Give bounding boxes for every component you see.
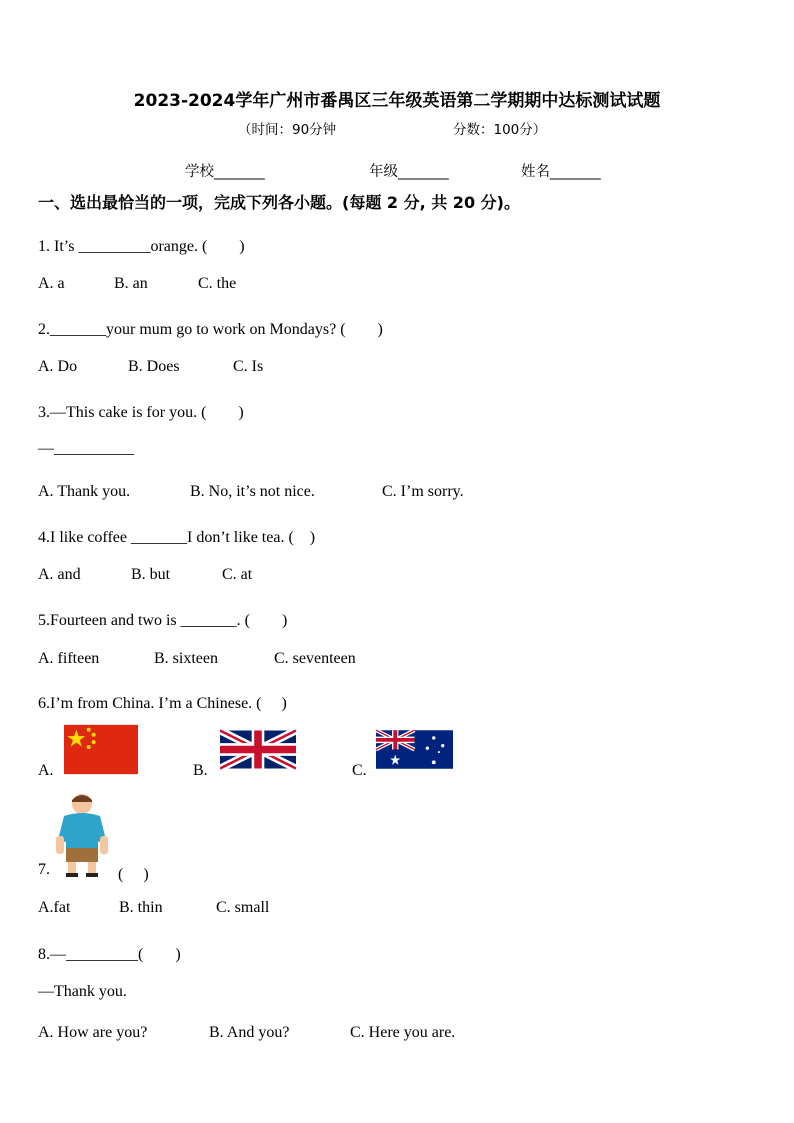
school-field: 学校_______ — [185, 164, 265, 180]
uk-flag-image — [220, 723, 296, 776]
q4-option-a: A. and — [38, 566, 81, 583]
australia-flag-image — [376, 723, 453, 776]
section-heading: 一、选出最恰当的一项，完成下列各小题。(每题 2 分, 共 20 分)。 — [38, 193, 520, 212]
q6-option-a: A. — [38, 762, 54, 779]
q3-option-b: B. No, it’s not nice. — [190, 483, 315, 500]
q4-option-c: C. at — [222, 566, 253, 583]
page-title: 2023-2024学年广州市番禺区三年级英语第二学期期中达标测试试题 — [133, 91, 661, 111]
q1-option-b: B. an — [114, 275, 148, 292]
question-1: 1. It’s _________orange. ( ) — [38, 238, 245, 255]
q1-option-a: A. a — [38, 275, 65, 292]
exam-score: 分数：100分） — [453, 122, 547, 138]
q7-answer-blank: ( ) — [118, 866, 149, 883]
q5-option-c: C. seventeen — [274, 650, 356, 667]
question-5: 5.Fourteen and two is _______. ( ) — [38, 612, 288, 629]
q1-option-c: C. the — [198, 275, 237, 292]
q3-option-a: A. Thank you. — [38, 483, 131, 500]
q6-option-b: B. — [193, 762, 208, 779]
q4-option-b: B. but — [131, 566, 171, 583]
question-8: 8.—_________( ) — [38, 946, 181, 963]
question-3: 3.—This cake is for you. ( ) — [38, 404, 244, 421]
china-flag-image — [64, 723, 138, 776]
q5-option-b: B. sixteen — [154, 650, 218, 667]
q7-option-c: C. small — [216, 899, 270, 916]
fat-boy-image — [54, 792, 110, 878]
q7-option-b: B. thin — [119, 899, 163, 916]
question-2: 2._______your mum go to work on Mondays? ( ) — [38, 321, 383, 338]
question-6: 6.I’m from China. I’m a Chinese. ( ) — [38, 695, 287, 712]
question-7: 7. — [38, 861, 50, 878]
q8-option-a: A. How are you? — [38, 1024, 148, 1041]
name-field: 姓名_______ — [521, 164, 601, 180]
q2-option-c: C. Is — [233, 358, 264, 375]
q8-option-b: B. And you? — [209, 1024, 290, 1041]
grade-field: 年级_______ — [369, 164, 449, 180]
q8-option-c: C. Here you are. — [350, 1024, 456, 1041]
exam-time: （时间：90分钟 — [238, 122, 337, 138]
q3-option-c: C. I’m sorry. — [382, 483, 464, 500]
q3-response-blank: —__________ — [38, 440, 134, 457]
q8-response: —Thank you. — [38, 983, 127, 1000]
question-4: 4.I like coffee _______I don’t like tea. ( ) — [38, 529, 316, 546]
q6-option-c: C. — [352, 762, 367, 779]
q2-option-b: B. Does — [128, 358, 180, 375]
q2-option-a: A. Do — [38, 358, 78, 375]
q5-option-a: A. fifteen — [38, 650, 100, 667]
q7-option-a: A.fat — [38, 899, 71, 916]
